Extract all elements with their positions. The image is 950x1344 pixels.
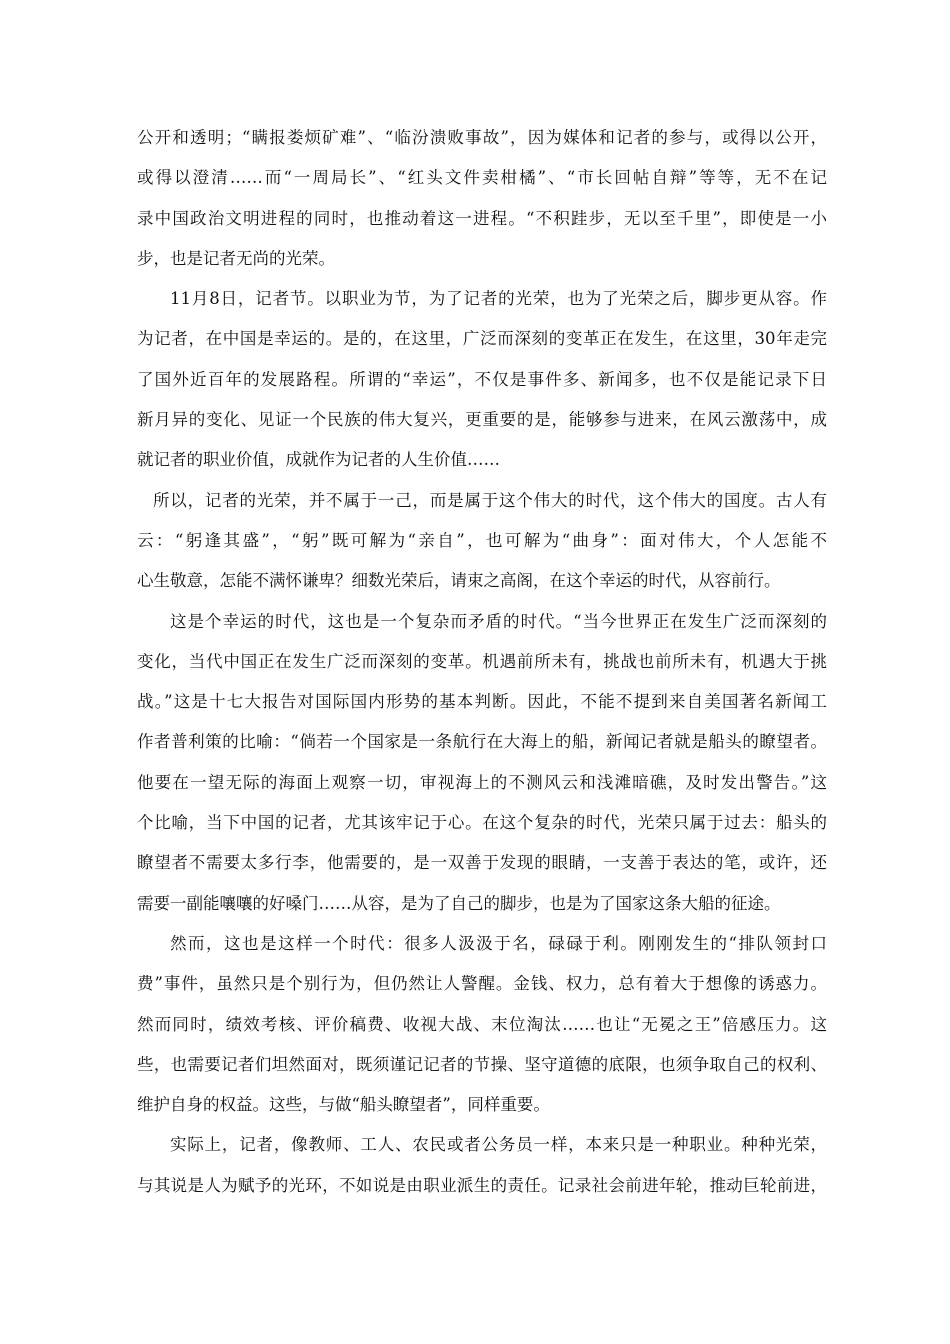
text-line: 就记者的职业价值，成就作为记者的人生价值…… [137,450,500,470]
text-line: 新月异的变化、见证一个民族的伟大复兴，更重要的是，能够参与进来，在风云激荡中，成 [137,410,827,430]
text-line: 云：“躬逢其盛”，“躬”既可解为“亲自”，也可解为“曲身”：面对伟大，个人怎能不 [137,530,827,550]
text-line: 作者普利策的比喻：“倘若一个国家是一条航行在大海上的船，新闻记者就是船头的瞭望者。 [137,732,827,752]
paragraph-start-line: 这是个幸运的时代，这也是一个复杂而矛盾的时代。“当今世界正在发生广泛而深刻的 [170,611,827,631]
text-line: 录中国政治文明进程的同时，也推动着这一进程。“不积跬步，无以至千里”，即使是一小 [137,208,827,228]
text-line: 心生敬意，怎能不满怀谦卑？细数光荣后，请束之高阁，在这个幸运的时代，从容前行。 [137,571,781,591]
paragraph-start-line: 所以，记者的光荣，并不属于一己，而是属于这个伟大的时代，这个伟大的国度。古人有 [153,490,827,510]
text-line: 与其说是人为赋予的光环，不如说是由职业派生的责任。记录社会前进年轮，推动巨轮前进， [137,1175,827,1195]
text-line: 些，也需要记者们坦然面对，既须谨记记者的节操、坚守道德的底限，也须争取自己的权利、 [137,1054,827,1074]
text-line: 维护自身的权益。这些，与做“船头瞭望者”，同样重要。 [137,1095,550,1115]
text-line: 然而同时，绩效考核、评价稿费、收视大战、末位淘汰……也让“无冕之王”倍感压力。这 [137,1014,827,1034]
paragraph-start-line: 然而，这也是这样一个时代：很多人汲汲于名，碌碌于利。刚刚发生的“排队领封口 [170,933,827,953]
text-line: 战。”这是十七大报告对国际国内形势的基本判断。因此，不能不提到来自美国著名新闻工 [137,692,827,712]
text-line: 步，也是记者无尚的光荣。 [137,248,335,268]
text-line: 需要一副能嚷嚷的好嗓门……从容，是为了自己的脚步，也是为了国家这条大船的征途。 [137,893,781,913]
article-body [137,118,827,1206]
text-line: 公开和透明；“瞒报娄烦矿难”、“临汾溃败事故”，因为媒体和记者的参与，或得以公开， [137,128,827,147]
text-line: 变化，当代中国正在发生广泛而深刻的变革。机遇前所未有，挑战也前所未有，机遇大于挑 [137,651,827,671]
text-line: 了国外近百年的发展路程。所谓的“幸运”，不仅是事件多、新闻多，也不仅是能记录下日 [137,369,827,389]
text-line: 个比喻，当下中国的记者，尤其该牢记于心。在这个复杂的时代，光荣只属于过去：船头的 [137,813,827,833]
text-line: 为记者，在中国是幸运的。是的，在这里，广泛而深刻的变革正在发生，在这里，30年走完 [137,329,827,349]
text-line: 他要在一望无际的海面上观察一切，审视海上的不测风云和浅滩暗礁，及时发出警告。”这 [137,772,827,792]
paragraph-start-line: 11月8日，记者节。以职业为节，为了记者的光荣，也为了光荣之后，脚步更从容。作 [170,289,827,309]
paragraph-start-line: 实际上，记者，像教师、工人、农民或者公务员一样，本来只是一种职业。种种光荣， [170,1135,827,1155]
text-line: 或得以澄清……而“一周局长”、“红头文件卖柑橘”、“市长回帖自辩”等等，无不在记 [137,168,827,188]
text-line: 瞭望者不需要太多行李，他需要的，是一双善于发现的眼睛，一支善于表达的笔，或许，还 [137,853,827,873]
text-line: 费”事件，虽然只是个别行为，但仍然让人警醒。金钱、权力，总有着大于想像的诱惑力。 [137,974,827,994]
